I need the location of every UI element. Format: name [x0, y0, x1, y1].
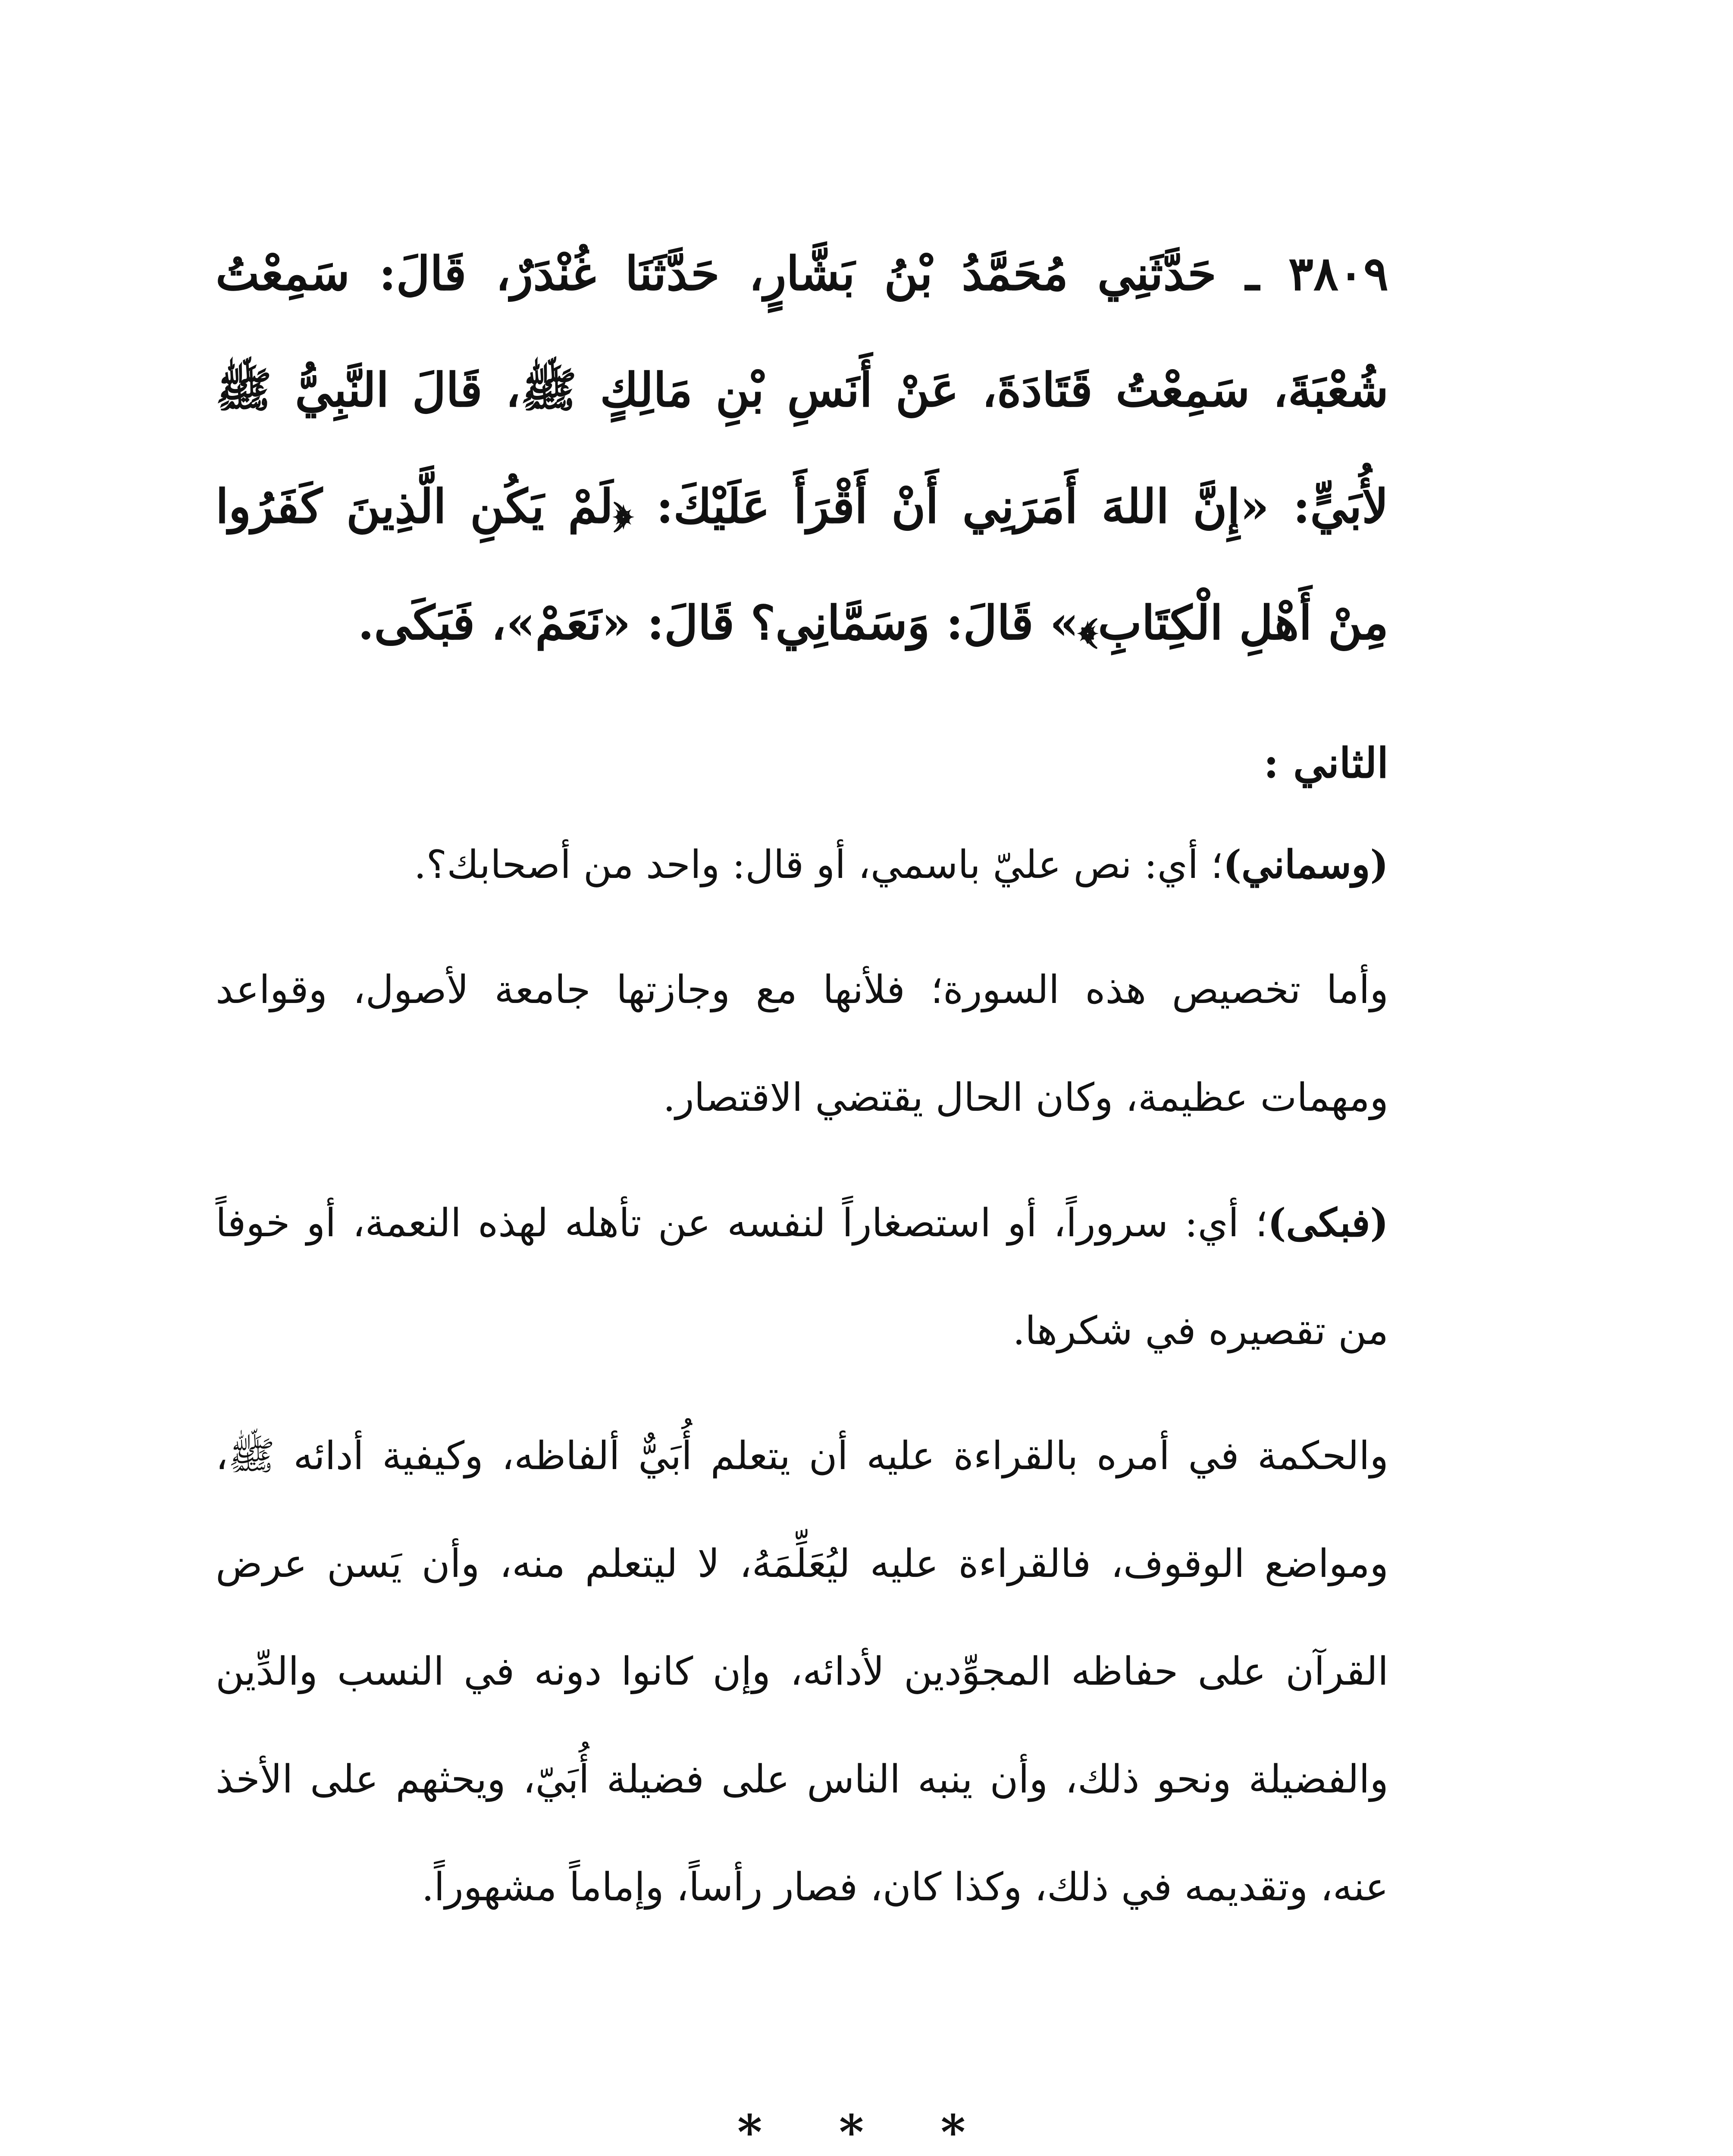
section-heading: الثاني :	[1263, 739, 1388, 787]
page-content	[216, 216, 1388, 1959]
commentary-text: ؛ أي: سروراً، أو استصغاراً لنفسه عن تأهله لهذه النعمة، أو خوفاً من تقصيره في شكرها.	[216, 1200, 1388, 1354]
commentary-text: ؛ أي: نص عليّ باسمي، أو قال: واحد من أصحابك؟.	[414, 842, 1223, 887]
commentary-paragraph	[216, 811, 1388, 919]
commentary-paragraph	[216, 936, 1388, 1152]
commentary-term: (وسماني)	[1223, 842, 1388, 887]
hadith-body: ـ حَدَّثَنِي مُحَمَّدُ بْنُ بَشَّارٍ، حَدَّثَنَا غُنْدَرٌ، قَالَ: سَمِعْتُ شُعْبَةَ، سَمِعْتُ قَتَادَةَ، عَنْ أَنَسِ بْنِ مَالِكٍ ﷺ، قَالَ النَّبِيُّ ﷺ لأُبَيٍّ: «إِنَّ اللهَ أَمَرَنِي أَنْ أَقْرَأَ عَلَيْكَ: ﴿لَمْ يَكُنِ الَّذِينَ كَفَرُوا مِنْ أَهْلِ الْكِتَابِ﴾» قَالَ: وَسَمَّانِي؟ قَالَ: «نَعَمْ»، فَبَكَى.	[216, 247, 1388, 650]
commentary-paragraph	[216, 1402, 1388, 1941]
commentary-term: (فبكى)	[1267, 1200, 1388, 1246]
commentary-text: وأما تخصيص هذه السورة؛ فلأنها مع وجازتها جامعة لأصول، وقواعد ومهمات عظيمة، وكان الحال يقتضي الاقتصار.	[216, 967, 1388, 1120]
section-separator: * * *	[737, 2104, 996, 2156]
hadith-text	[216, 216, 1388, 681]
commentary-paragraph	[216, 1169, 1388, 1385]
commentary-text: والحكمة في أمره بالقراءة عليه أن يتعلم أُبَيٌّ ألفاظه، وكيفية أدائه ﷺ، ومواضع الوقوف، فالقراءة عليه ليُعَلِّمَهُ، لا ليتعلم منه، وأن يَسن عرض القرآن على حفاظه المجوِّدين لأدائه، وإن كانوا دونه في النسب والدِّين والفضيلة ونحو ذلك، وأن ينبه الناس على فضيلة أُبَيّ، ويحثهم على الأخذ عنه، وتقديمه في ذلك، وكذا كان، فصار رأساً، وإماماً مشهوراً.	[216, 1433, 1388, 1910]
hadith-number: ٣٨٠٩	[1288, 247, 1388, 301]
